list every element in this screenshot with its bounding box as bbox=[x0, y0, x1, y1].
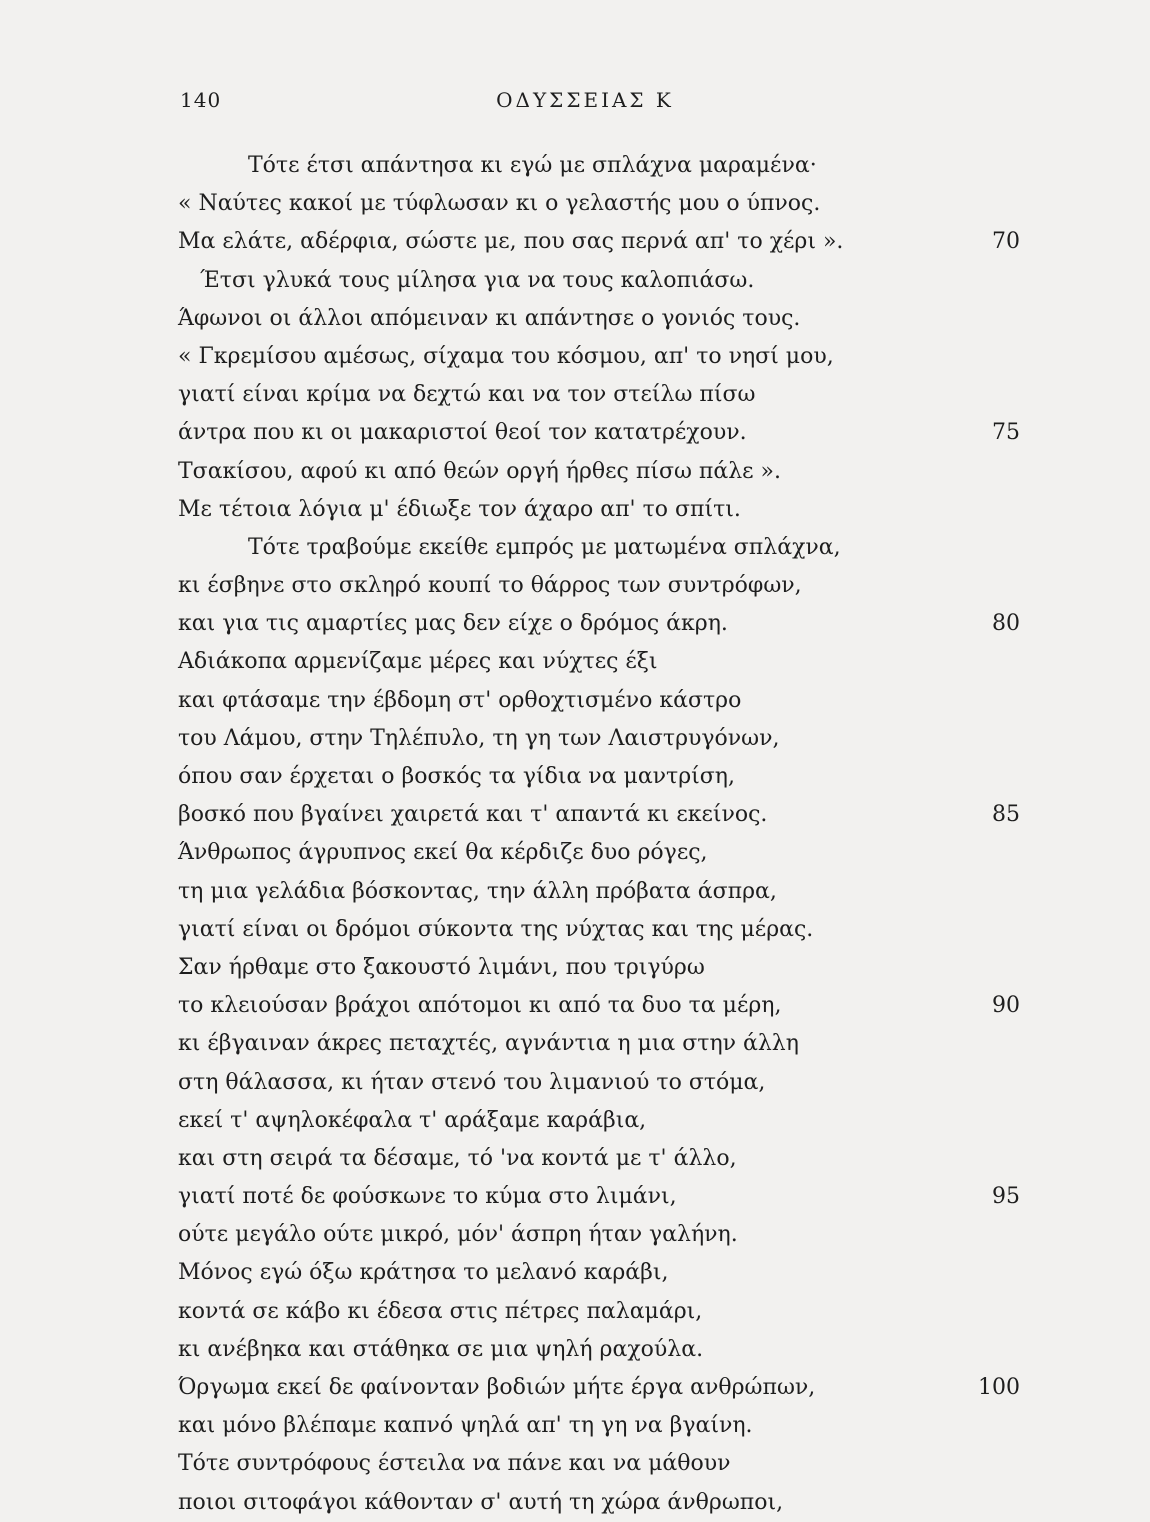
verse-text: Άφωνοι οι άλλοι απόμειναν κι απάντησε ο γονιός τους. bbox=[178, 305, 801, 331]
verse-text: στη θάλασσα, κι ήταν στενό του λιμανιού το στόμα, bbox=[178, 1069, 766, 1095]
verse-line bbox=[178, 529, 1058, 567]
line-number: 75 bbox=[992, 420, 1020, 446]
verse-line bbox=[178, 1178, 1058, 1216]
verse-text: κι έσβηνε στο σκληρό κουπί το θάρρος των συντρόφων, bbox=[178, 573, 802, 599]
verse-text: τη μια γελάδια βόσκοντας, την άλλη πρόβατα άσπρα, bbox=[178, 878, 777, 904]
verse-text: Έτσι γλυκά τους μίλησα για να τους καλοπιάσω. bbox=[200, 267, 755, 293]
verse-line bbox=[178, 1445, 1058, 1483]
verse-text: Τότε τραβούμε εκείθε εμπρός με ματωμένα σπλάχνα, bbox=[248, 534, 841, 560]
verse-line bbox=[178, 949, 1058, 987]
verse-line bbox=[178, 1102, 1058, 1140]
verse-line bbox=[178, 911, 1058, 949]
line-number: 100 bbox=[978, 1375, 1020, 1400]
verse-line bbox=[178, 147, 1058, 185]
line-number: 95 bbox=[992, 1184, 1020, 1210]
verse-text: Τότε έτσι απάντησα κι εγώ με σπλάχνα μαραμένα· bbox=[248, 153, 817, 178]
verse-text: Με τέτοια λόγια μ' έδιωξε τον άχαρο απ' το σπίτι. bbox=[178, 496, 741, 522]
verse-line bbox=[178, 873, 1058, 911]
verse-text: του Λάμου, στην Τηλέπυλο, τη γη των Λαιστρυγόνων, bbox=[178, 725, 780, 751]
verse-text: και για τις αμαρτίες μας δεν είχε ο δρόμος άκρη. bbox=[178, 611, 728, 637]
verse-line bbox=[178, 796, 1058, 834]
verse-line bbox=[178, 491, 1058, 529]
verse-line bbox=[178, 453, 1058, 491]
running-head: ΟΔΥΣΣΕΙΑΣ Κ bbox=[496, 88, 674, 112]
verse-text: το κλειούσαν βράχοι απότομοι κι από τα δυο τα μέρη, bbox=[178, 993, 782, 1019]
verse-text: και στη σειρά τα δέσαμε, τό 'να κοντά με τ' άλλο, bbox=[178, 1145, 737, 1171]
verse-line bbox=[178, 758, 1058, 796]
verse-text: Τσακίσου, αφού κι από θεών οργή ήρθες πίσω πάλε ». bbox=[178, 458, 782, 484]
verse-text: εκεί τ' αψηλοκέφαλα τ' αράξαμε καράβια, bbox=[178, 1107, 647, 1133]
verse-text: Μόνος εγώ όξω κράτησα το μελανό καράβι, bbox=[178, 1260, 669, 1286]
line-number: 90 bbox=[992, 993, 1020, 1019]
verse-line bbox=[178, 223, 1058, 261]
verse-text: κι έβγαιναν άκρες πεταχτές, αγνάντια η μια στην άλλη bbox=[178, 1031, 799, 1057]
verse-text: και φτάσαμε την έβδομη στ' ορθοχτισμένο κάστρο bbox=[178, 687, 742, 713]
verse-line bbox=[178, 605, 1058, 643]
verse-text: Αδιάκοπα αρμενίζαμε μέρες και νύχτες έξι bbox=[178, 649, 658, 675]
verse-line bbox=[178, 414, 1058, 452]
verse-text: όπου σαν έρχεται ο βοσκός τα γίδια να μαντρίση, bbox=[178, 764, 735, 789]
line-number: 80 bbox=[992, 611, 1020, 637]
poem-text bbox=[178, 147, 1058, 1522]
verse-line bbox=[178, 1064, 1058, 1102]
verse-text: γιατί είναι οι δρόμοι σύκοντα της νύχτας και της μέρας. bbox=[178, 916, 814, 942]
verse-text: βοσκό που βγαίνει χαιρετά και τ' απαντά κι εκείνος. bbox=[178, 802, 768, 828]
verse-text: γιατί ποτέ δε φούσκωνε το κύμα στο λιμάνι, bbox=[178, 1184, 677, 1210]
verse-line bbox=[178, 376, 1058, 414]
verse-line bbox=[178, 185, 1058, 223]
verse-line bbox=[178, 720, 1058, 758]
verse-line bbox=[178, 1484, 1058, 1522]
verse-text: κοντά σε κάβο κι έδεσα στις πέτρες παλαμάρι, bbox=[178, 1298, 703, 1324]
line-number: 70 bbox=[992, 229, 1020, 255]
verse-text: γιατί είναι κρίμα να δεχτώ και να τον στείλω πίσω bbox=[178, 382, 756, 408]
verse-line bbox=[178, 1407, 1058, 1445]
verse-text: « Γκρεμίσου αμέσως, σίχαμα του κόσμου, απ' το νησί μου, bbox=[178, 343, 834, 369]
verse-line bbox=[178, 300, 1058, 338]
verse-text: Όργωμα εκεί δε φαίνονταν βοδιών μήτε έργα ανθρώπων, bbox=[178, 1375, 816, 1400]
verse-line bbox=[178, 1254, 1058, 1292]
verse-text: Άνθρωπος άγρυπνος εκεί θα κέρδιζε δυο ρόγες, bbox=[178, 840, 708, 866]
verse-line bbox=[178, 987, 1058, 1025]
verse-line bbox=[178, 1216, 1058, 1254]
verse-text: Μα ελάτε, αδέρφια, σώστε με, που σας περνά απ' το χέρι ». bbox=[178, 229, 844, 255]
verse-line bbox=[178, 834, 1058, 872]
line-number: 85 bbox=[992, 802, 1020, 828]
verse-line bbox=[178, 1025, 1058, 1063]
verse-text: άντρα που κι οι μακαριστοί θεοί τον κατατρέχουν. bbox=[178, 420, 747, 446]
verse-line bbox=[178, 1369, 1058, 1407]
verse-text: Τότε συντρόφους έστειλα να πάνε και να μάθουν bbox=[178, 1451, 731, 1477]
verse-text: κι ανέβηκα και στάθηκα σε μια ψηλή ραχούλα. bbox=[178, 1336, 704, 1362]
verse-line bbox=[178, 1331, 1058, 1369]
page-number: 140 bbox=[180, 88, 222, 112]
verse-line bbox=[178, 338, 1058, 376]
verse-text: και μόνο βλέπαμε καπνό ψηλά απ' τη γη να βγαίνη. bbox=[178, 1413, 753, 1439]
verse-text: Σαν ήρθαμε στο ξακουστό λιμάνι, που τριγύρω bbox=[178, 954, 705, 980]
verse-line bbox=[178, 1293, 1058, 1331]
verse-text: ούτε μεγάλο ούτε μικρό, μόν' άσπρη ήταν γαλήνη. bbox=[178, 1222, 738, 1248]
verse-line bbox=[178, 262, 1058, 300]
verse-text: ποιοι σιτοφάγοι κάθονταν σ' αυτή τη χώρα άνθρωποι, bbox=[178, 1489, 784, 1515]
verse-line bbox=[178, 567, 1058, 605]
verse-line bbox=[178, 643, 1058, 681]
verse-line bbox=[178, 682, 1058, 720]
verse-line bbox=[178, 1140, 1058, 1178]
verse-text: « Ναύτες κακοί με τύφλωσαν κι ο γελαστής μου ο ύπνος. bbox=[178, 191, 821, 217]
